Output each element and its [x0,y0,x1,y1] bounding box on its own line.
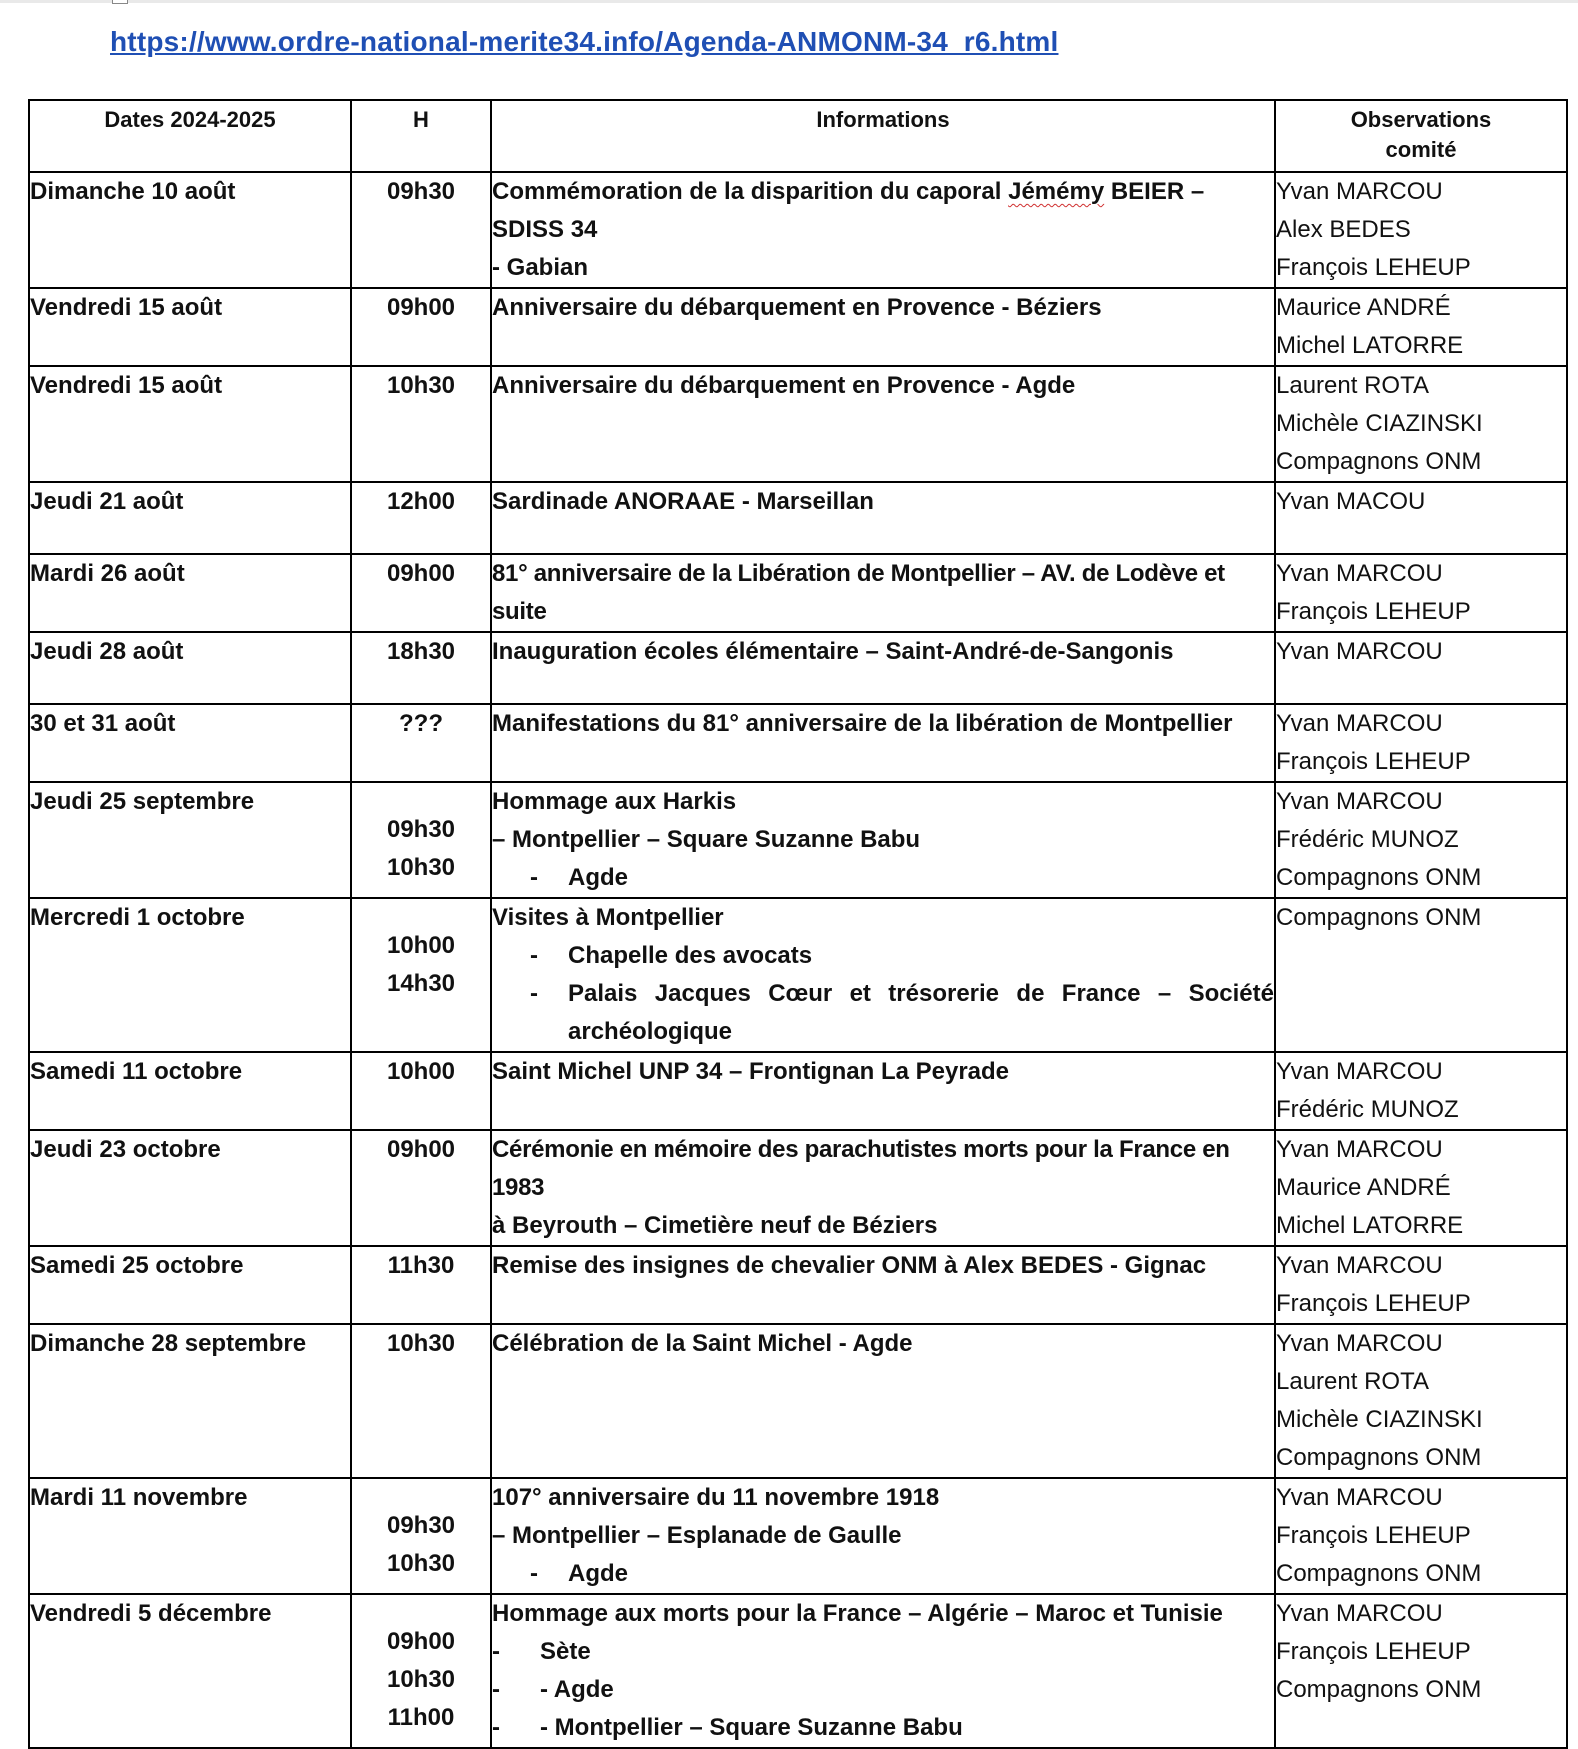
observer-name: Yvan MARCOU [1276,638,1443,665]
table-row [29,632,1567,704]
row-hour [351,632,491,704]
agenda-table [28,99,1568,1749]
row-date: Vendredi 15 août [29,366,351,482]
table-row [29,704,1567,782]
hour-value: 09h00 [386,294,456,321]
observer-name: Yvan MARCOU [1276,710,1443,737]
row-info [491,1594,1275,1748]
list-dash: - [492,1714,500,1741]
row-info [491,704,1275,782]
hour-value: 09h00 [386,560,456,587]
observer-name: Yvan MARCOU [1276,178,1443,205]
info-text: Anniversaire du débarquement en Provence - Béziers [492,294,1102,321]
info-text: Commémoration de la disparition du caporal [492,178,1009,205]
hour-value: 09h00 [386,1136,456,1163]
list-item-text: Chapelle des avocats [568,942,813,969]
row-hour [351,1246,491,1324]
info-text: Saint Michel UNP 34 – Frontignan La Peyrade [492,1058,1010,1085]
observer-name: Compagnons ONM [1276,448,1482,475]
observer-name: Yvan MACOU [1276,488,1426,515]
row-hour [351,366,491,482]
info-text: BEIER – SDISS 34 [492,178,1205,243]
row-date: Jeudi 28 août [29,632,351,704]
info-text: – Montpellier – Square Suzanne Babu [492,826,921,853]
observer-name: François LEHEUP [1276,254,1471,281]
row-date: Jeudi 25 septembre [29,782,351,898]
table-row [29,898,1567,1052]
table-row [29,1052,1567,1130]
list-dash: - [530,942,538,969]
row-date: Samedi 11 octobre [29,1052,351,1130]
observer-name: Compagnons ONM [1276,1560,1482,1587]
observer-name: Yvan MARCOU [1276,1252,1443,1279]
row-observations [1275,1130,1567,1246]
row-hour [351,704,491,782]
row-date: Vendredi 5 décembre [29,1594,351,1748]
table-row [29,1246,1567,1324]
row-info [491,366,1275,482]
hour-value: 10h30 [386,854,456,881]
row-hour [351,482,491,554]
observer-name: Compagnons ONM [1276,1676,1482,1703]
hour-value: 11h30 [387,1252,455,1279]
table-row [29,554,1567,632]
list-item [492,1709,1274,1747]
row-observations [1275,1052,1567,1130]
info-text: Hommage aux morts pour la France – Algérie – Maroc et Tunisie [492,1600,1223,1627]
observer-name: Yvan MARCOU [1276,1600,1443,1627]
info-text: Remise des insignes de chevalier ONM à Alex BEDES - Gignac [492,1252,1207,1279]
row-date: Dimanche 10 août [29,172,351,288]
row-date: Mercredi 1 octobre [29,898,351,1052]
list-dash: - [492,1638,500,1665]
observer-name: François LEHEUP [1276,748,1471,775]
row-observations [1275,366,1567,482]
table-row [29,172,1567,288]
table-row [29,482,1567,554]
row-date: Dimanche 28 septembre [29,1324,351,1478]
info-text: Inauguration écoles élémentaire – Saint-André-de-Sangonis [492,638,1174,665]
info-text: Hommage aux Harkis [492,788,737,815]
row-hour [351,782,491,898]
row-date: 30 et 31 août [29,704,351,782]
observer-name: François LEHEUP [1276,1638,1471,1665]
observer-name: Yvan MARCOU [1276,1136,1443,1163]
row-hour [351,1130,491,1246]
row-hour [351,1052,491,1130]
row-hour [351,1324,491,1478]
row-info [491,1052,1275,1130]
observer-name: Yvan MARCOU [1276,1058,1443,1085]
list-item-text: - Agde [540,1676,614,1703]
hour-value: 09h30 [386,1512,456,1539]
row-observations [1275,554,1567,632]
header-observations-line2: comité [1385,137,1457,162]
table-row [29,1130,1567,1246]
hour-value: 18h30 [386,638,456,665]
row-info [491,172,1275,288]
row-info [491,1246,1275,1324]
row-hour [351,1594,491,1748]
hour-value: 10h00 [386,1058,456,1085]
row-observations [1275,632,1567,704]
list-dash: - [492,1676,500,1703]
row-hour [351,288,491,366]
row-date: Mardi 26 août [29,554,351,632]
table-row [29,366,1567,482]
observer-name: Alex BEDES [1276,216,1411,243]
table-header-row [29,100,1567,172]
row-date: Vendredi 15 août [29,288,351,366]
observer-name: Maurice ANDRÉ [1276,1174,1451,1201]
row-hour [351,1478,491,1594]
observer-name: Yvan MARCOU [1276,1484,1443,1511]
list-item [492,1555,1274,1593]
row-date: Jeudi 21 août [29,482,351,554]
row-info [491,554,1275,632]
row-observations [1275,1324,1567,1478]
observer-name: François LEHEUP [1276,598,1471,625]
info-text: 107° anniversaire du 11 novembre 1918 [492,1484,940,1511]
row-info [491,482,1275,554]
row-observations [1275,1594,1567,1748]
hour-value: 09h00 [386,1628,456,1655]
info-text: Anniversaire du débarquement en Provence - Agde [492,372,1076,399]
row-observations [1275,782,1567,898]
hour-value: ??? [399,710,443,737]
observer-name: Laurent ROTA [1276,1368,1429,1395]
checkbox-icon [112,0,128,4]
observer-name: Michel LATORRE [1276,332,1464,359]
table-row [29,1324,1567,1478]
observer-name: François LEHEUP [1276,1290,1471,1317]
list-item-text: - Montpellier – Square Suzanne Babu [540,1714,963,1741]
row-info [491,898,1275,1052]
info-text: Cérémonie en mémoire des parachutistes morts pour la France en 1983 [492,1136,1230,1201]
list-dash: - [530,1560,538,1587]
row-observations [1275,288,1567,366]
row-observations [1275,482,1567,554]
row-info [491,1478,1275,1594]
top-edge-bar [0,0,1578,3]
info-text: Célébration de la Saint Michel - Agde [492,1330,913,1357]
hour-value: 10h00 [386,932,456,959]
observer-name: Compagnons ONM [1276,1444,1482,1471]
hour-value: 10h30 [386,372,456,399]
row-hour [351,898,491,1052]
row-date: Samedi 25 octobre [29,1246,351,1324]
row-date: Mardi 11 novembre [29,1478,351,1594]
list-item [492,937,1274,975]
agenda-url-link[interactable]: https://www.ordre-national-merite34.info/Agenda-ANMONM-34_r6.html [110,26,1059,57]
list-item-text: Agde [568,864,628,891]
table-row [29,782,1567,898]
row-date: Jeudi 23 octobre [29,1130,351,1246]
header-observations-line1: Observations [1350,107,1492,132]
hour-value: 09h30 [386,816,456,843]
table-row [29,1478,1567,1594]
hour-value: 10h30 [386,1550,456,1577]
row-hour [351,172,491,288]
hour-value: 10h30 [386,1666,456,1693]
info-text: Manifestations du 81° anniversaire de la libération de Montpellier [492,710,1233,737]
observer-name: Frédéric MUNOZ [1276,1096,1459,1123]
row-info [491,632,1275,704]
info-text: – Montpellier – Esplanade de Gaulle [492,1522,902,1549]
observer-name: Yvan MARCOU [1276,560,1443,587]
list-dash: - [530,864,538,891]
observer-name: Yvan MARCOU [1276,1330,1443,1357]
hour-value: 12h00 [386,488,456,515]
list-item [492,975,1274,1051]
observer-name: Michel LATORRE [1276,1212,1464,1239]
info-text: à Beyrouth – Cimetière neuf de Béziers [492,1212,938,1239]
header-hour: H [351,100,491,172]
row-info [491,288,1275,366]
observer-name: Compagnons ONM [1276,904,1482,931]
row-hour [351,554,491,632]
header-observations [1275,100,1567,172]
observer-name: Yvan MARCOU [1276,788,1443,815]
row-info [491,1324,1275,1478]
hour-value: 10h30 [386,1330,456,1357]
observer-name: Michèle CIAZINSKI [1276,410,1483,437]
table-row [29,288,1567,366]
info-text: 81° anniversaire de la Libération de Montpellier – AV. de Lodève et suite [492,560,1225,625]
list-item-text: Palais Jacques Cœur et trésorerie de France – Société archéologique [568,980,1274,1045]
row-observations [1275,704,1567,782]
info-text: Visites à Montpellier [492,904,724,931]
row-observations [1275,1478,1567,1594]
hour-value: 14h30 [386,970,456,997]
row-observations [1275,1246,1567,1324]
table-row [29,1594,1567,1748]
list-item [492,1633,1274,1671]
info-text: Sardinade ANORAAE - Marseillan [492,488,874,515]
observer-name: Maurice ANDRÉ [1276,294,1451,321]
header-dates: Dates 2024-2025 [29,100,351,172]
header-informations: Informations [491,100,1275,172]
observer-name: Laurent ROTA [1276,372,1429,399]
observer-name: Frédéric MUNOZ [1276,826,1459,853]
list-item [492,1671,1274,1709]
info-text: - Gabian [492,254,589,281]
observer-name: François LEHEUP [1276,1522,1471,1549]
hour-value: 09h30 [386,178,456,205]
list-item-text: Agde [568,1560,628,1587]
row-observations [1275,898,1567,1052]
row-observations [1275,172,1567,288]
list-dash: - [530,980,538,1007]
list-item [492,859,1274,897]
list-item-text: Sète [540,1638,591,1665]
spellcheck-word: Jémémy [1008,178,1105,205]
observer-name: Compagnons ONM [1276,864,1482,891]
observer-name: Michèle CIAZINSKI [1276,1406,1483,1433]
row-info [491,782,1275,898]
hour-value: 11h00 [387,1704,455,1731]
row-info [491,1130,1275,1246]
